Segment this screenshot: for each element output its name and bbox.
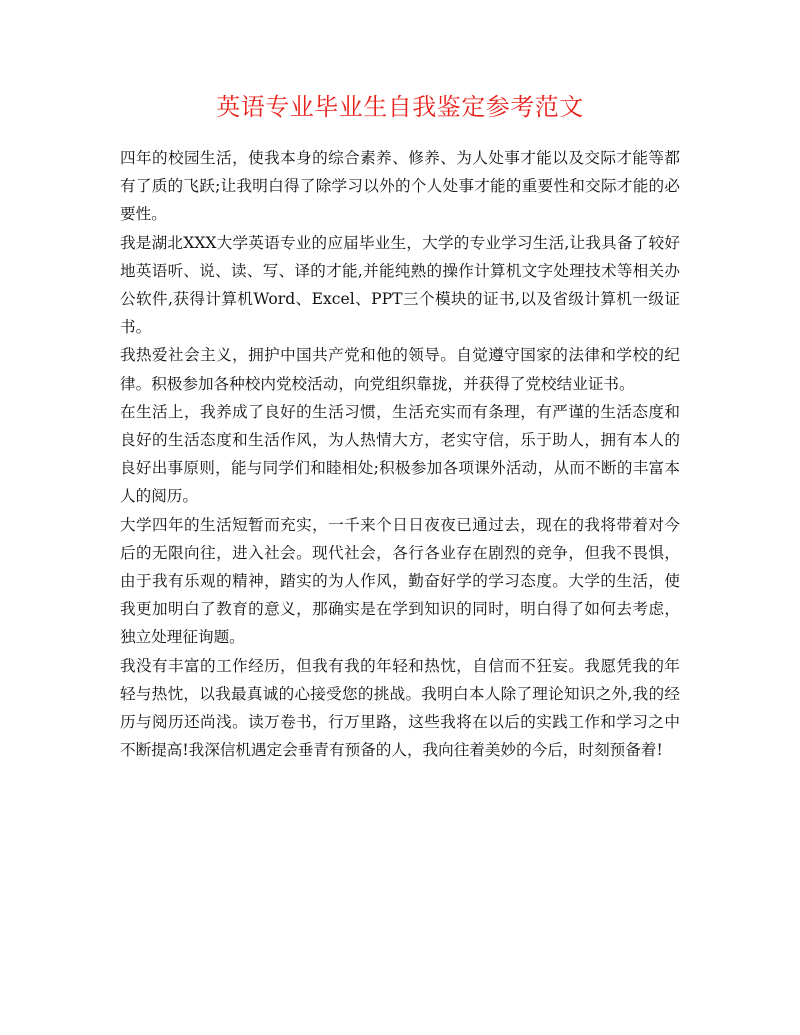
paragraph-future-outlook: 我没有丰富的工作经历，但我有我的年轻和热忱，自信而不狂妄。我愿凭我的年轻与热忱，以我最真诚的心接受您的挑战。我明白本人除了理论知识之外,我的经历与阅历还尚浅。读万卷书，行万里路，这些我将在以后的实践工作和学习之中不断提高!我深信机遇定会垂青有预备的人，我向往着美妙的今后，时刻预备着! — [120, 656, 680, 760]
paragraph-campus-life: 四年的校园生活，使我本身的综合素养、修养、为人处事才能以及交际才能等都有了质的飞跃;让我明白得了除学习以外的个人处事才能的重要性和交际才能的必要性。 — [120, 149, 680, 224]
paragraph-education-skills: 我是湖北XXX大学英语专业的应届毕业生，大学的专业学习生活,让我具备了较好地英语听、说、读、写、译的才能,并能纯熟的操作计算机文字处理技术等相关办公软件,获得计算机Word、Excel、PPT三个模块的证书,以及省级计算机一级证书。 — [120, 233, 680, 337]
paragraph-political-attitude: 我热爱社会主义，拥护中国共产党和他的领导。自觉遵守国家的法律和学校的纪律。积极参加各种校内党校活动，向党组织靠拢，并获得了党校结业证书。 — [120, 346, 680, 393]
document-body — [120, 144, 680, 764]
document-title: 英语专业毕业生自我鉴定参考范文 — [216, 93, 584, 121]
paragraph-university-summary: 大学四年的生活短暂而充实，一千来个日日夜夜已通过去，现在的我将带着对今后的无限向往，进入社会。现代社会，各行各业存在剧烈的竞争，但我不畏惧，由于我有乐观的精神，踏实的为人作风，勤奋好学的学习态度。大学的生活，使我更加明白了教育的意义，那确实是在学到知识的同时，明白得了如何去考虑，独立处理征询题。 — [120, 515, 680, 647]
paragraph-personal-life: 在生活上，我养成了良好的生活习惯，生活充实而有条理，有严谨的生活态度和良好的生活态度和生活作风，为人热情大方，老实守信，乐于助人，拥有本人的良好出事原则，能与同学们和睦相处;积极参加各项课外活动，从而不断的丰富本人的阅历。 — [120, 402, 680, 506]
